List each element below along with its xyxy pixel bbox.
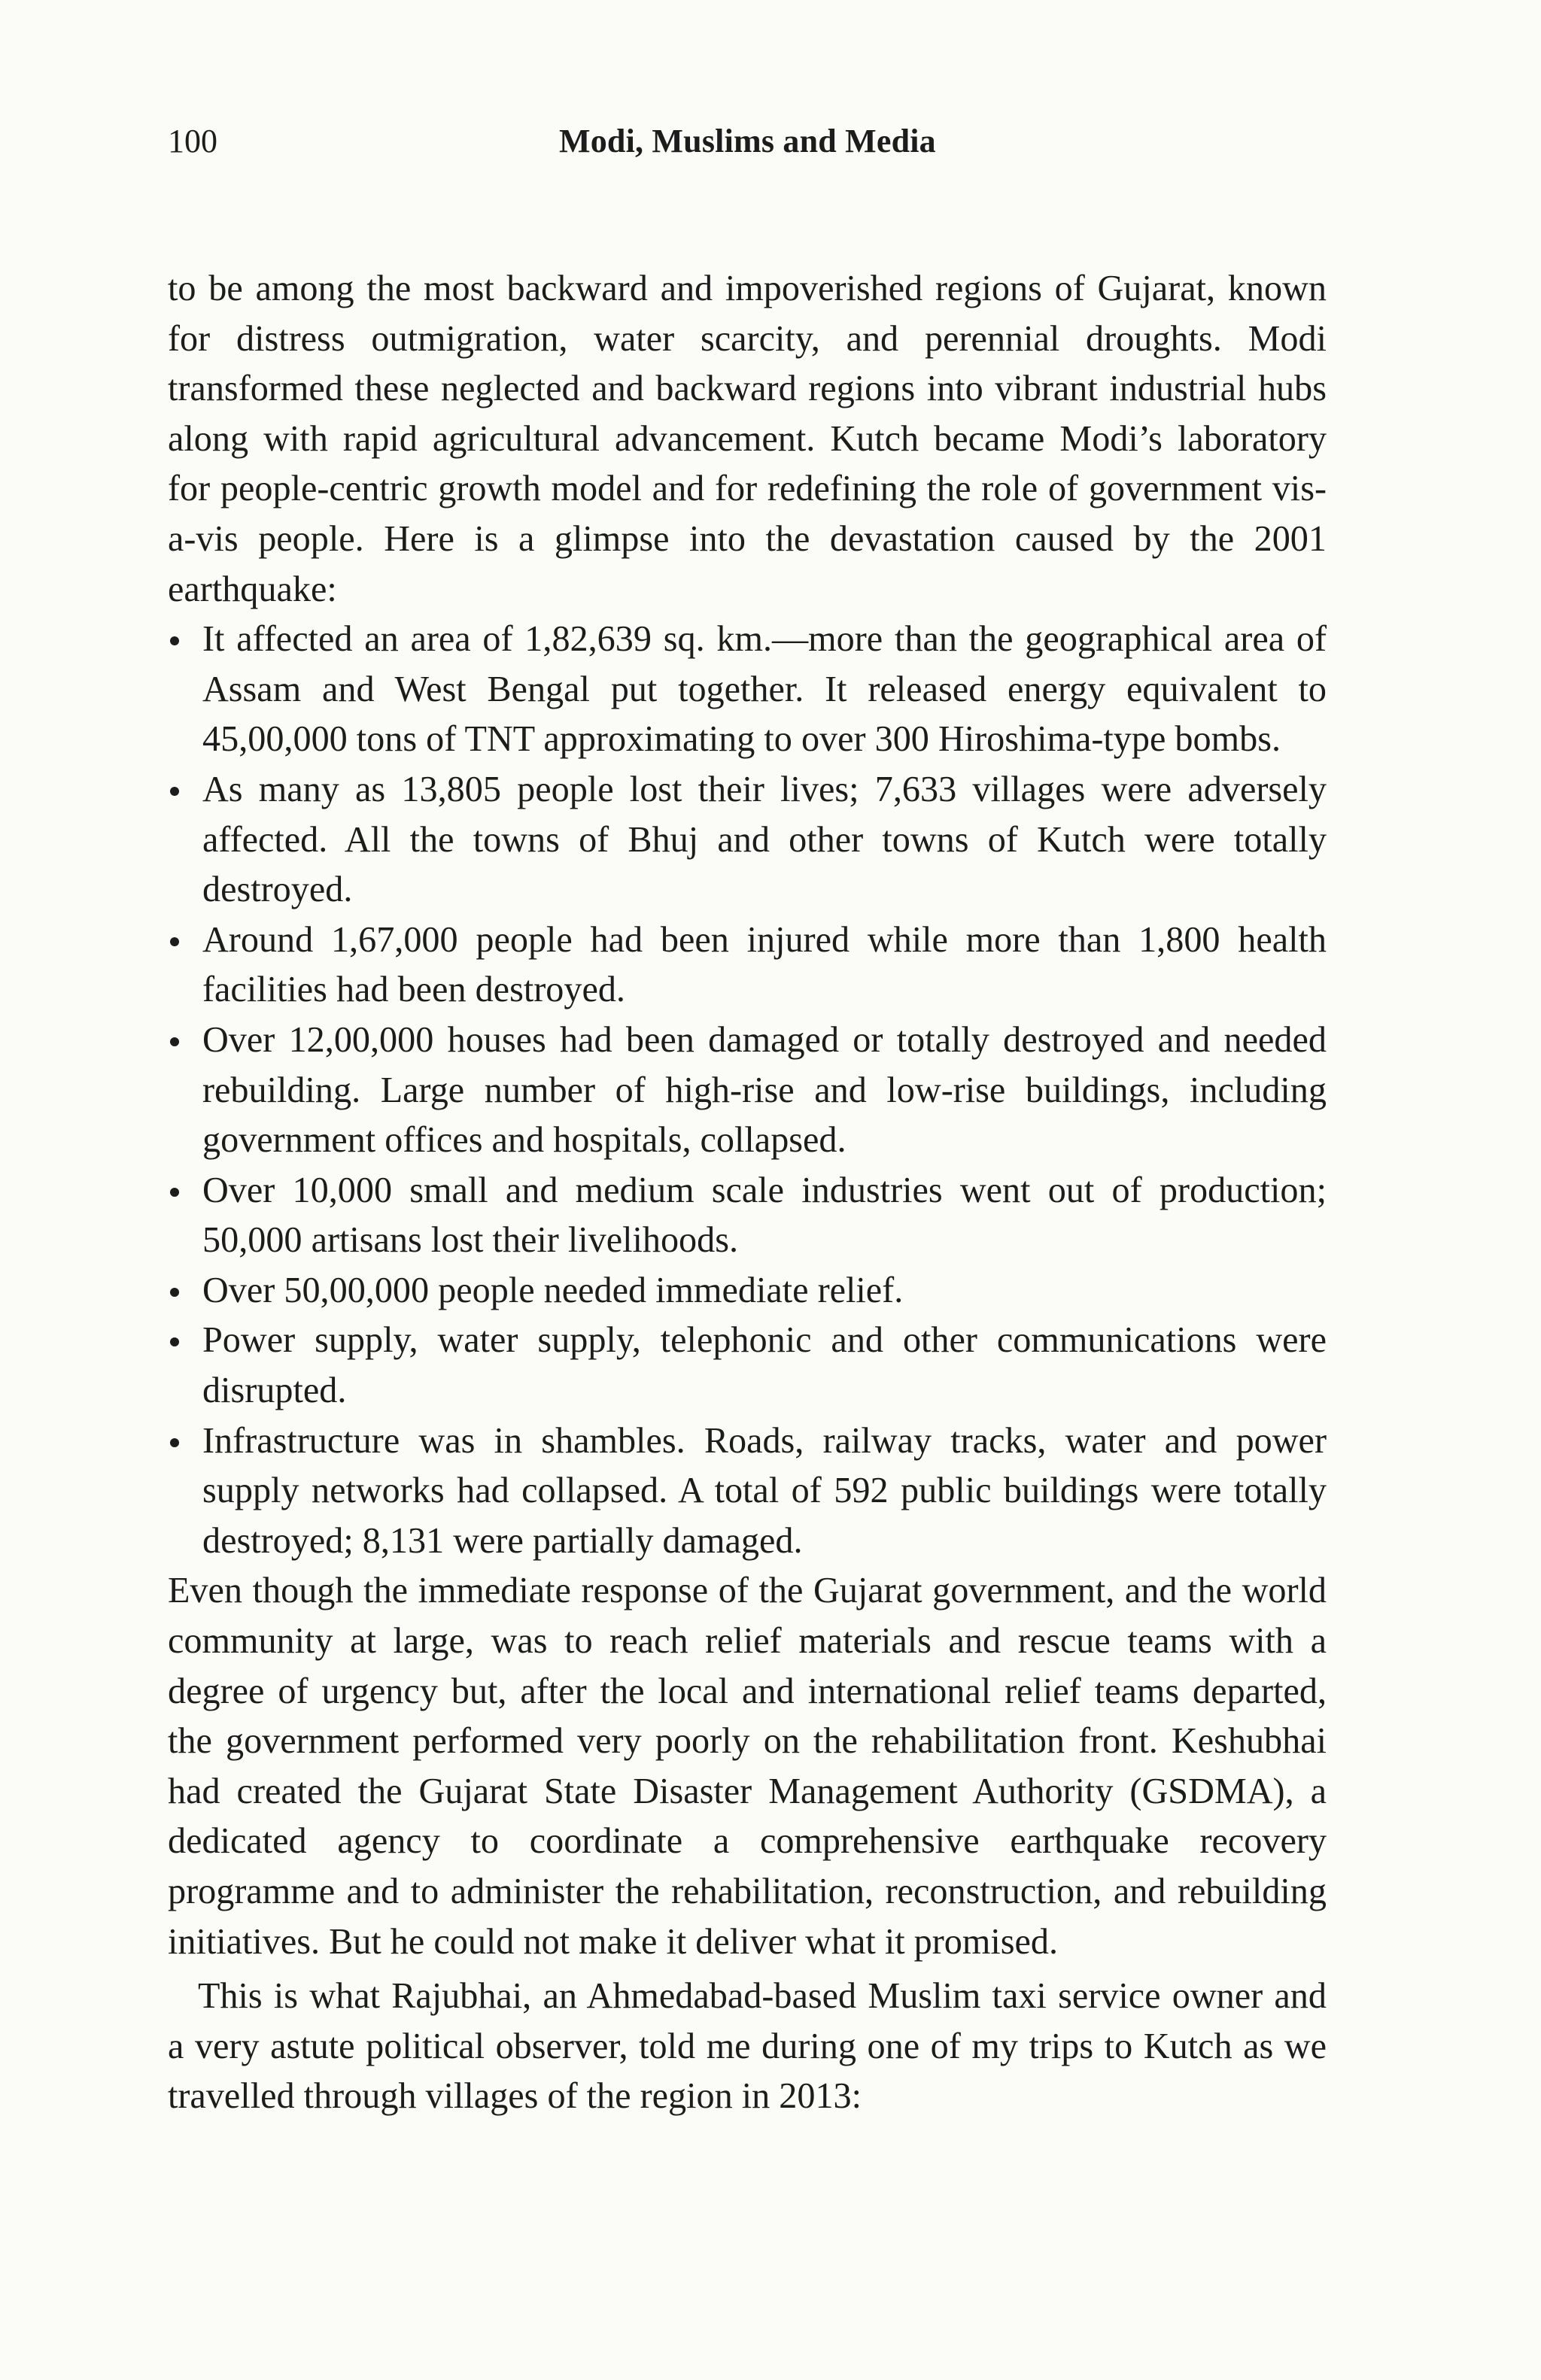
list-item-text: Power supply, water supply, telephonic and other communications were disrupted. [202, 1320, 1327, 1411]
list-item [168, 1015, 1327, 1166]
bullet-icon [170, 1188, 179, 1197]
bullet-icon [170, 636, 179, 645]
response-paragraph: Even though the immediate response of the Gujarat government, and the world community at large, was to reach relief materials and rescue teams with a degree of urgency but, after the local and international relief teams departed, the government performed very poorly on the rehabilitation front. Keshubhai had created the Gujarat State Disaster Management Authority (GSDMA), a dedicated agency to coordinate a comprehensive earthquake recovery programme and to administer the rehabilitation, reconstruction, and rebuilding initiatives. But he could not make it deliver what it promised. [168, 1571, 1327, 1962]
list-item [168, 1316, 1327, 1416]
list-item-text: Over 10,000 small and medium scale industries went out of production; 50,000 artisans lost their livelihoods. [202, 1170, 1327, 1261]
bullet-icon [170, 787, 179, 796]
list-item [168, 615, 1327, 765]
list-item-text: Infrastructure was in shambles. Roads, railway tracks, water and power supply networks had collapsed. A total of 592 public buildings were totally destroyed; 8,131 were partially damaged. [202, 1420, 1327, 1561]
list-item-text: As many as 13,805 people lost their lives; 7,633 villages were adversely affected. All the towns of Bhuj and other towns of Kutch were totally destroyed. [202, 769, 1327, 910]
bullet-icon [170, 1337, 179, 1346]
earthquake-impact-list [168, 615, 1327, 1566]
bullet-icon [170, 937, 179, 946]
list-item [168, 915, 1327, 1015]
list-item-text: Around 1,67,000 people had been injured while more than 1,800 health facilities had been destroyed. [202, 919, 1327, 1010]
list-item [168, 1166, 1327, 1266]
list-item-text: Over 12,00,000 houses had been damaged or totally destroyed and needed rebuilding. Large number of high-rise and low-rise buildings, including government offices and hospitals, collapsed. [202, 1019, 1327, 1161]
intro-paragraph: to be among the most backward and impoverished regions of Gujarat, known for distress outmigration, water scarcity, and perennial droughts. Modi transformed these neglected and backward regions into vibrant industrial hubs along with rapid agricultural advancement. Kutch became Modi’s laboratory for people-centric growth model and for redefining the role of government vis-a-vis people. Here is a glimpse into the devastation caused by the 2001 earthquake: [168, 269, 1327, 609]
bullet-icon [170, 1288, 179, 1297]
bullet-icon [170, 1438, 179, 1447]
list-item [168, 1266, 1327, 1316]
page-number: 100 [168, 123, 217, 159]
bullet-icon [170, 1037, 179, 1046]
running-head [168, 119, 1327, 164]
closing-paragraph: This is what Rajubhai, an Ahmedabad-based Muslim taxi service owner and a very astute political observer, told me during one of my trips to Kutch as we travelled through villages of the region in 2013: [168, 1976, 1327, 2117]
list-item [168, 1416, 1327, 1567]
list-item-text: It affected an area of 1,82,639 sq. km.—more than the geographical area of Assam and West Bengal put together. It released energy equivalent to 45,00,000 tons of TNT approximating to over 300 Hiroshima-type bombs. [202, 619, 1327, 760]
list-item-text: Over 50,00,000 people needed immediate relief. [202, 1270, 904, 1310]
body-text [168, 264, 1327, 2122]
book-title: Modi, Muslims and Media [559, 123, 936, 159]
list-item [168, 765, 1327, 915]
